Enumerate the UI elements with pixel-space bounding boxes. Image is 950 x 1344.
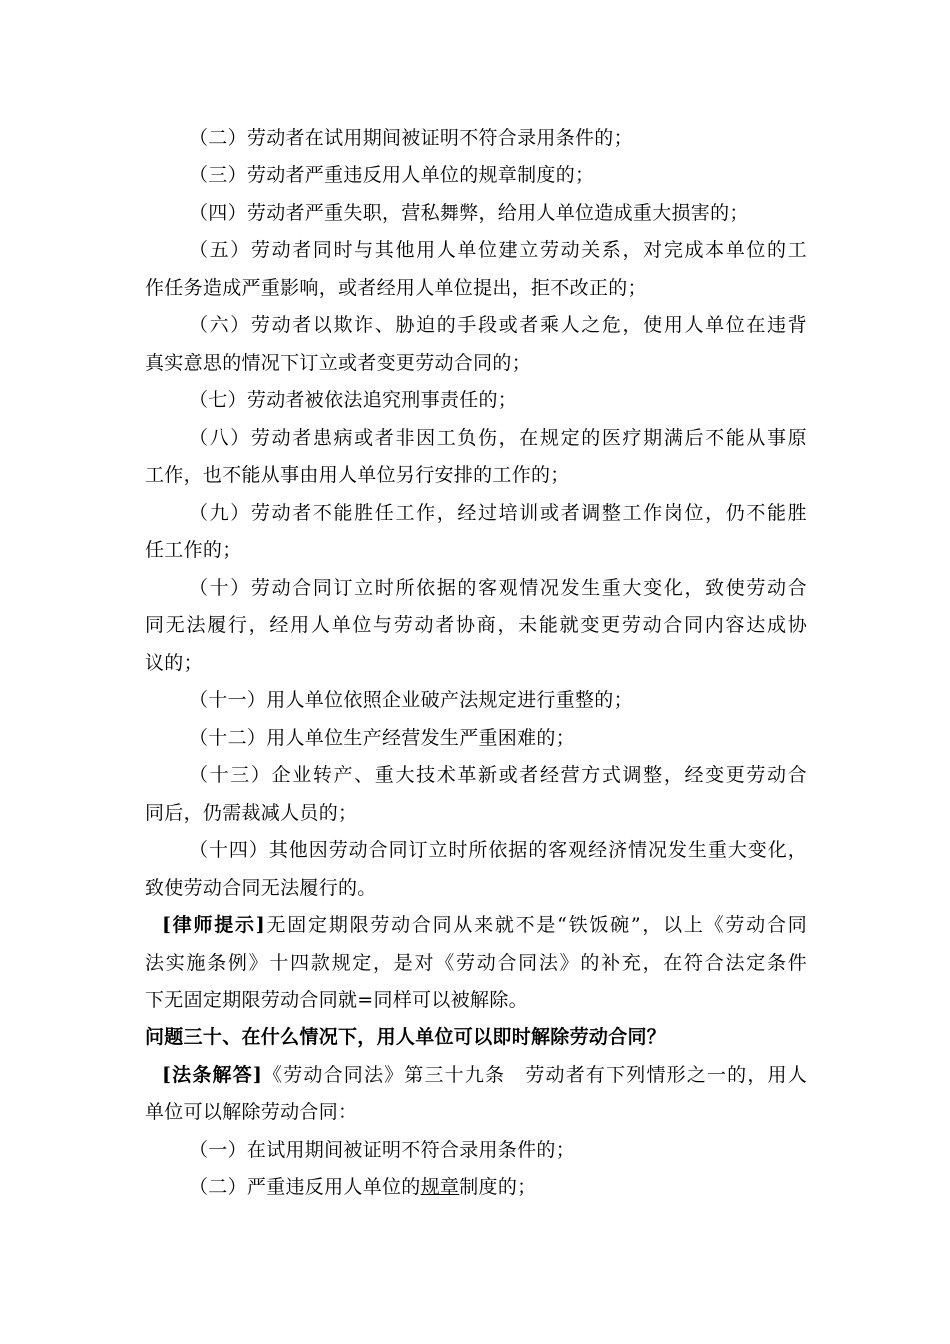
clause-13-line-1: （十三）企业转产、重大技术革新或者经营方式调整，经变更劳动合 — [189, 764, 807, 786]
clause-3: （三）劳动者严重违反用人单位的规章制度的； — [189, 164, 595, 186]
answer-line-1 — [162, 1062, 807, 1088]
clause-5-line-2: 作任务造成严重影响，或者经用人单位提出，拒不改正的； — [145, 277, 647, 299]
clause-10-line-2: 同无法履行，经用人单位与劳动者协商，未能就变更劳动合同内容达成协 — [145, 614, 807, 636]
clause-11: （十一）用人单位依照企业破产法规定进行重整的； — [189, 689, 633, 711]
clause-6-line-2: 真实意思的情况下订立或者变更劳动合同的； — [145, 352, 532, 374]
clause-14-line-2: 致使劳动合同无法履行的。 — [145, 877, 377, 899]
lawyer-tip-label: [律师提示] — [162, 914, 266, 936]
item-2-text-post: 制度的； — [459, 1176, 537, 1198]
lawyer-tip-line-3: 下无固定期限劳动合同就=同样可以被解除。 — [145, 989, 528, 1011]
clause-10-line-1: （十）劳动合同订立时所依据的客观情况发生重大变化，致使劳动合 — [189, 577, 807, 599]
answer-line-2: 单位可以解除劳动合同： — [145, 1101, 358, 1123]
article-39-item-2 — [189, 1174, 807, 1200]
clause-14-line-1: （十四）其他因劳动合同订立时所依据的客观经济情况发生重大变化， — [189, 839, 807, 861]
clause-8-line-2: 工作，也不能从事由用人单位另行安排的工作的； — [145, 464, 570, 486]
item-2-underlined: 规章 — [420, 1176, 460, 1198]
clause-6-line-1: （六）劳动者以欺诈、胁迫的手段或者乘人之危，使用人单位在违背 — [189, 314, 807, 336]
clause-10-line-3: 议的； — [145, 652, 203, 674]
lawyer-tip-line-1 — [162, 912, 807, 938]
question-heading: 问题三十、在什么情况下，用人单位可以即时解除劳动合同？ — [145, 1026, 667, 1048]
lawyer-tip-text-1: 无固定期限劳动合同从来就不是“铁饭碗”，以上《劳动合同 — [265, 914, 807, 936]
article-39-item-1: （一）在试用期间被证明不符合录用条件的； — [189, 1139, 576, 1161]
answer-label: [法条解答] — [162, 1064, 263, 1086]
clause-9-line-1: （九）劳动者不能胜任工作，经过培训或者调整工作岗位，仍不能胜 — [189, 502, 807, 524]
item-2-text-pre: （二）严重违反用人单位的 — [189, 1176, 421, 1198]
answer-text-1: 《劳动合同法》第三十九条 劳动者有下列情形之一的，用人 — [262, 1064, 807, 1086]
clause-2: （二）劳动者在试用期间被证明不符合录用条件的； — [189, 127, 633, 149]
clause-13-line-2: 同后，仍需裁减人员的； — [145, 802, 358, 824]
clause-7: （七）劳动者被依法追究刑事责任的； — [189, 389, 518, 411]
clause-4: （四）劳动者严重失职，营私舞弊，给用人单位造成重大损害的； — [189, 202, 749, 224]
clause-5-line-1: （五）劳动者同时与其他用人单位建立劳动关系，对完成本单位的工 — [189, 239, 807, 261]
clause-9-line-2: 任工作的； — [145, 539, 242, 561]
lawyer-tip-line-2: 法实施条例》十四款规定，是对《劳动合同法》的补充，在符合法定条件 — [145, 952, 807, 974]
clause-12: （十二）用人单位生产经营发生严重困难的； — [189, 727, 576, 749]
clause-8-line-1: （八）劳动者患病或者非因工负伤，在规定的医疗期满后不能从事原 — [189, 427, 807, 449]
